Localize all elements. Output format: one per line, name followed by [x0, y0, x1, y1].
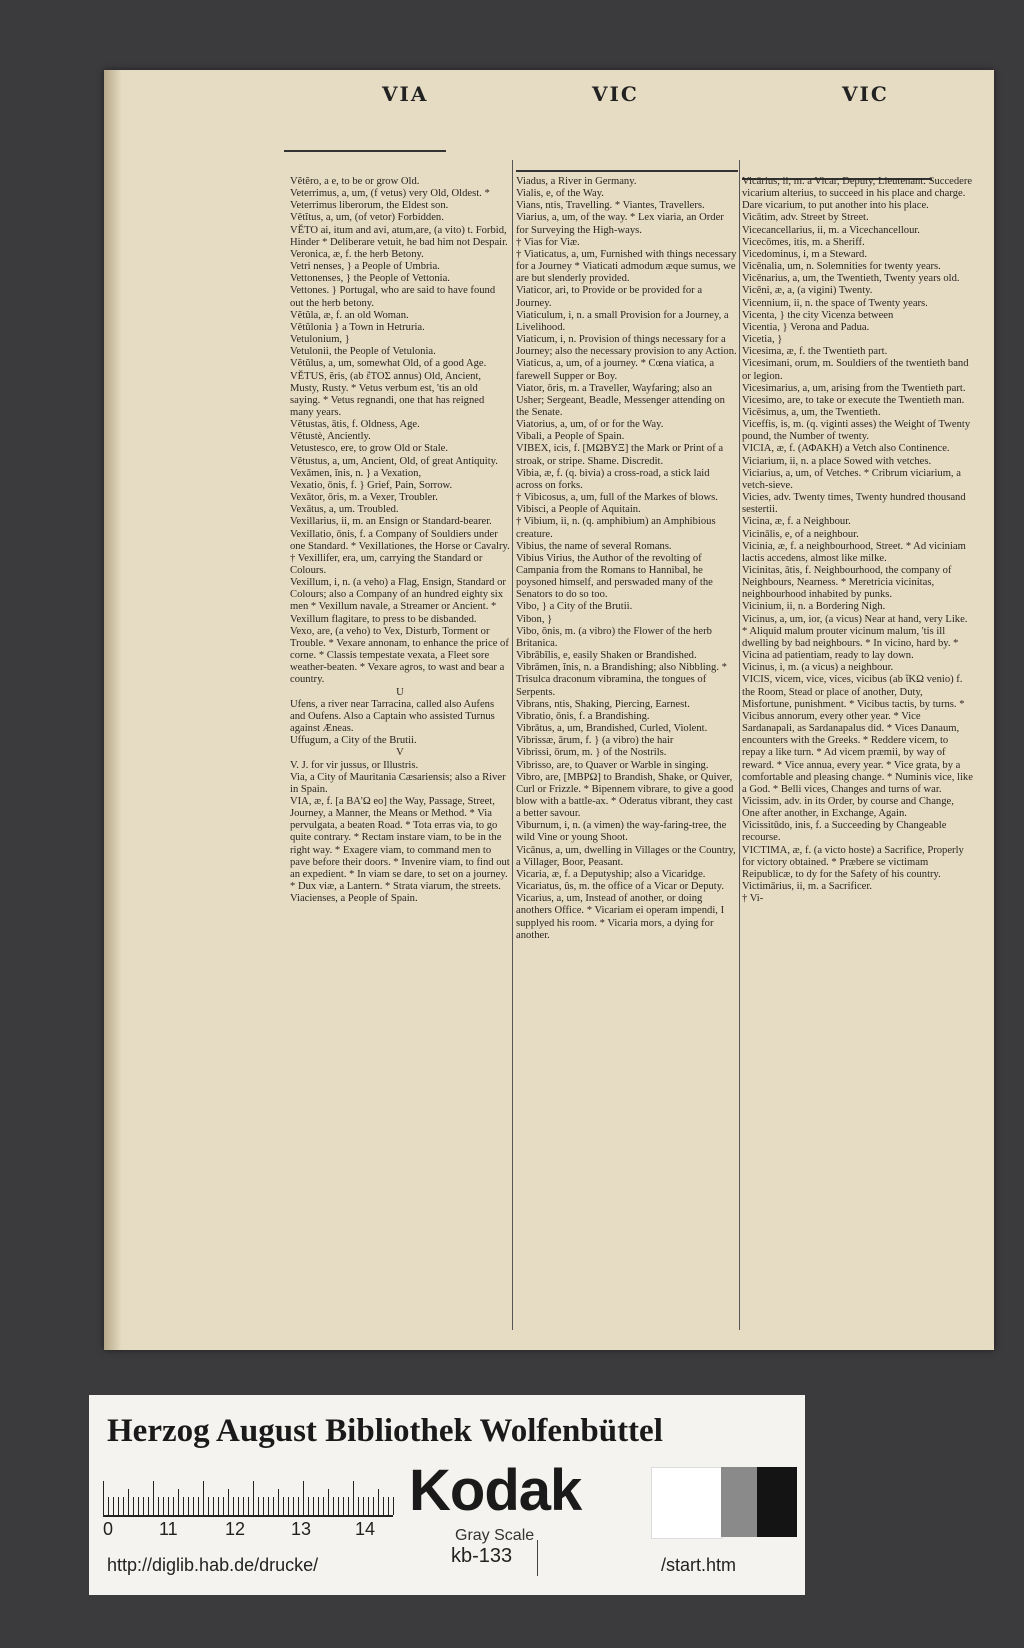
ruler-tick [348, 1497, 349, 1515]
dictionary-entry: Vibrisso, are, to Quaver or Warble in singing. [516, 759, 709, 771]
dictionary-entry: Vibrābĭlis, e, easily Shaken or Brandished. [516, 650, 697, 662]
ruler-tick [273, 1497, 274, 1515]
dictionary-entry: † Vexillifer, era, um, carrying the Standard or Colours. [290, 552, 483, 576]
dictionary-entry: Viaticum, i, n. Provision of things necessary for a Journey; also the necessary provision to any Action. [516, 334, 737, 358]
dictionary-entry: Vicedominus, i, m a Steward. [742, 248, 867, 260]
ruler-tick [113, 1497, 114, 1515]
ruler-tick [158, 1497, 159, 1515]
dictionary-entry: Vialis, e, of the Way. [516, 188, 604, 200]
dictionary-entry: Vicēnarius, a, um, the Twentieth, Twenty years old. [742, 273, 960, 285]
running-head-right: VIC [842, 82, 889, 106]
ruler-tick [233, 1497, 234, 1515]
dictionary-entry: Viciarius, a, um, of Vetches. * Cribrum viciarium, a vetch-sieve. [742, 467, 961, 491]
ruler-tick [168, 1497, 169, 1515]
dictionary-entry: Vicēnalia, um, n. Solemnities for twenty years. [742, 261, 941, 273]
ruler-tick [258, 1497, 259, 1515]
dictionary-entry: Vetustesco, ere, to grow Old or Stale. [290, 443, 448, 455]
dictionary-entry: Vibrāmen, ĭnis, n. a Brandishing; also Nibbling. * Trisulca draconum vibramina, the tongues of Serpents. [516, 662, 727, 698]
dictionary-entry: Ufens, a river near Tarracina, called also Aufens and Oufens. Also a Captain who assisted Turnus against Æneas. [290, 698, 495, 735]
dictionary-entry: Vicinālis, e, of a neighbour. [742, 528, 859, 540]
dictionary-entry: Vicennium, ii, n. the space of Twenty years. [742, 297, 928, 309]
archive-target-card [89, 1395, 805, 1595]
gray-swatch-black [757, 1467, 797, 1537]
dictionary-entry: Vexillum, i, n. (a veho) a Flag, Ensign, Standard or Colours; also a Company of an hundred eighty six men * Vexillum navale, a Streamer or Ancient. * Vexillum flagitare, to press to be disbanded. [290, 577, 506, 625]
ruler-tick [218, 1497, 219, 1515]
dictionary-entry: Viburnum, i, n. (a vimen) the way-faring-tree, the wild Vine or young Shoot. [516, 820, 727, 844]
dictionary-entry: Viatorius, a, um, of or for the Way. [516, 419, 664, 431]
ruler-tick [163, 1497, 164, 1515]
ruler-tick [313, 1497, 314, 1515]
ruler-tick [153, 1481, 154, 1515]
ruler-tick [383, 1497, 384, 1515]
dictionary-entry: Vibrātus, a, um, Brandished, Curled, Violent. [516, 723, 708, 735]
dictionary-entry: Vibrans, ntis, Shaking, Piercing, Earnest. [516, 698, 690, 710]
ruler-tick [333, 1497, 334, 1515]
dictionary-entry: V. J. for vir jussus, or Illustris. [290, 759, 419, 771]
dictionary-entry: U [396, 686, 404, 698]
dictionary-entry: Veronica, æ, f. the herb Betony. [290, 248, 424, 260]
dictionary-entry: Vicinus, i, m. (a vicus) a neighbour. [742, 662, 894, 674]
ruler-tick [338, 1497, 339, 1515]
ruler-tick [368, 1497, 369, 1515]
dictionary-entry: Vicēsimus, a, um, the Twentieth. [742, 406, 881, 418]
dictionary-entry: Vĕtustas, ātis, f. Oldness, Age. [290, 419, 420, 431]
ruler-tick [363, 1497, 364, 1515]
dictionary-entry: Via, a City of Mauritania Cæsariensis; also a River in Spain. [290, 771, 506, 795]
dictionary-entry: Vettonenses, } the People of Vettonia. [290, 273, 450, 285]
ruler-number: 11 [159, 1519, 178, 1539]
ruler-tick [128, 1489, 129, 1515]
dictionary-entry: Viciarium, ii, n. a place Sowed with vetches. [742, 455, 932, 467]
dictionary-entry: Vicesima, æ, f. the Twentieth part. [742, 346, 888, 358]
ruler-tick [198, 1497, 199, 1515]
dictionary-entry: Vĕtŭla, æ, f. an old Woman. [290, 309, 409, 321]
dictionary-entry: Vibo, } a City of the Brutii. [516, 601, 633, 613]
ruler-tick [123, 1497, 124, 1515]
column-divider [739, 160, 740, 1330]
gray-scale-label: Gray Scale [455, 1527, 535, 1544]
ruler-number: 13 [291, 1519, 312, 1539]
dictionary-entry: Vicinia, æ, f. a neighbourhood, Street. * Ad viciniam lactis accedens, almost like milke. [742, 540, 966, 564]
ruler-number: 12 [225, 1519, 246, 1539]
dictionary-entry: VICTIMA, æ, f. (a victo hoste) a Sacrifice, Properly for victory obtained. * Præbere se victimam Reipublicæ, to dy for the Safety of his country. [742, 844, 964, 880]
ruler-tick [203, 1481, 204, 1515]
dictionary-entry: Vibratio, ōnis, f. a Brandishing. [516, 710, 650, 722]
ruler-tick [108, 1497, 109, 1515]
dictionary-entry: Vibon, } [516, 613, 553, 625]
ruler-tick [213, 1497, 214, 1515]
dictionary-entry: Viaticus, a, um, of a journey. * Cœna viatica, a farewell Supper or Boy. [516, 358, 715, 382]
dictionary-entry: Vicina, æ, f. a Neighbour. [742, 516, 851, 528]
dictionary-entry: † Vibicosus, a, um, full of the Markes of blows. [516, 492, 718, 504]
dictionary-entry: Vicetia, } [742, 334, 783, 346]
dictionary-entry: Vicātim, adv. Street by Street. [742, 212, 869, 224]
dictionary-entry: Vicaria, æ, f. a Deputyship; also a Vicaridge. [516, 868, 706, 880]
ruler-tick [263, 1497, 264, 1515]
head-rule-left [284, 150, 446, 152]
dictionary-entry: Vibius Virius, the Author of the revolting of Campania from the Romans to Hannibal, he poysoned himself, and perswaded many of the Senators to do so too. [516, 552, 713, 601]
ruler-tick [353, 1481, 354, 1515]
dictionary-entry: Vicesimani, orum, m. Souldiers of the twentieth band or legion. [742, 358, 969, 382]
ruler-tick [183, 1497, 184, 1515]
dictionary-entry: Viaticulum, i, n. a small Provision for a Journey, a Livelihood. [516, 309, 729, 333]
ruler-tick [393, 1497, 394, 1515]
ruler-tick [248, 1497, 249, 1515]
dictionary-entry: Vetulonium, } [290, 334, 350, 346]
dictionary-entry: Vĕtustus, a, um, Ancient, Old, of great Antiquity. [290, 455, 498, 467]
dictionary-entry: Vexo, are, (a veho) to Vex, Disturb, Torment or Trouble. * Vexare annonam, to enhance the price of corne. * Classis tempestate vexata, a Fleet sore weather-beaten. * Vexare agros, to wast and bear a country. [290, 625, 509, 686]
dictionary-entry: Vians, ntis, Travelling. * Viantes, Travellers. [516, 200, 705, 212]
ruler-tick [228, 1489, 229, 1515]
ruler-tick [328, 1489, 329, 1515]
dictionary-entry: Vetri nenses, } a People of Umbria. [290, 261, 440, 273]
ruler-tick [118, 1497, 119, 1515]
dictionary-entry: Vicinus, a, um, ior, (a vicus) Near at hand, very Like. * Aliquid malum prouter vicinum malum, 'tis ill dwelling by bad neighbours. * In vicino, hard by. * Vicina ad patientiam, ready to lay down. [742, 613, 968, 662]
head-rule-center [516, 170, 738, 172]
running-head-left: VIA [382, 82, 429, 106]
dictionary-column-2 [516, 176, 738, 942]
ruler-tick [318, 1497, 319, 1515]
dictionary-entry: VICIA, æ, f. (ΑΦΑΚΗ) a Vetch also Continence. [742, 443, 950, 455]
url-left: http://diglib.hab.de/drucke/ [107, 1555, 319, 1575]
dictionary-entry: VĔTUS, ĕris, (ab ἔΤΟΣ annus) Old, Ancient, Musty, Rusty. * Vetus verbum est, 'tis an old saying. * Vetus regnandi, one that has reigned many years. [290, 370, 485, 418]
dictionary-entry: VIA, æ, f. [a ΒΑ'Ω eo] the Way, Passage, Street, Journey, a Manner, the Means or Method. * Via pervulgata, a beaten Road. * Tota erras via, to go quite contrary. * Rectam instare viam, to be in the right way. * Exagere viam, to command men to pave before their doors. * Invenire viam, to find out an expedient. * In viam se dare, to set on a journey. * Dux viæ, a Lantern. * Strata viarum, the streets. [290, 795, 510, 893]
dictionary-entry: Vĕtŭlus, a, um, somewhat Old, of a good Age. [290, 358, 487, 370]
dictionary-entry: Uffugum, a City of the Brutii. [290, 735, 417, 747]
ruler-tick [133, 1497, 134, 1515]
dictionary-entry: Vicenta, } the city Vicenza between [742, 309, 894, 321]
library-title: Herzog August Bibliothek Wolfenbüttel [107, 1413, 663, 1449]
dictionary-entry: Vĕtĭtus, a, um, (of vetor) Forbidden. [290, 212, 444, 224]
ruler-tick [343, 1497, 344, 1515]
gray-swatch-white [651, 1467, 723, 1539]
dictionary-entry: Victimārius, ii, m. a Sacrificer. [742, 881, 872, 893]
dictionary-entry: Vicissitūdo, inis, f. a Succeeding by Changeable recourse. [742, 820, 947, 844]
dictionary-entry: Vibisci, a People of Aquitain. [516, 504, 641, 516]
dictionary-entry: Vicesimo, are, to take or execute the Twentieth man. [742, 394, 965, 406]
ruler-tick [323, 1497, 324, 1515]
dictionary-entry: Viacienses, a People of Spain. [290, 893, 418, 905]
dictionary-entry: VĔTO ai, itum and avi, atum,are, (a vito) t. Forbid, Hinder * Deliberare vetuit, he bad him not Despair. [290, 224, 508, 248]
dictionary-entry: Vicārius, ii, m. a Vicar, Deputy, Lieutenant. Succedere vicarium alterius, to succeed in his place and charge. Dare vicarium, to put another into his place. [742, 176, 973, 212]
dictionary-entry: † Viaticatus, a, um, Furnished with things necessary for a Journey * Viaticati admodum æque sumus, we are but slenderly provided. [516, 248, 737, 285]
dictionary-entry: Vibo, ōnis, m. (a vibro) the Flower of the herb Britanica. [516, 625, 712, 649]
ruler-tick [238, 1497, 239, 1515]
dictionary-entry: Vibro, are, [ΜΒΡΩ] to Brandish, Shake, or Quiver, Curl or Frizzle. * Bipennem vibrare, to give a good blow with a battle-ax. * Oderatus vibrant, they cast a better savour. [516, 771, 734, 820]
dictionary-entry: Vexātor, ōris, m. a Vexer, Troubler. [290, 492, 438, 504]
dictionary-entry: VICIS, vicem, vice, vices, vicibus (ab ἵΚΩ venio) f. the Room, Stead or place of another, Duty, Misfortune, punishment. * Vicibus tactis, by turns. * Vicibus annorum, every other year. * Vice Sardanapali, as Sardanapalus did. * Vices Danaum, encounters with the Greeks. * Reddere vicem, to repay a like turn. * Ad vicem præmii, by way of reward. * Vice annua, every year. * Vice grata, by a comfortable and pleasing change. * Numinis vice, like a God. * Belli vices, Changes and turns of war. [742, 674, 973, 795]
ruler-tick [103, 1481, 104, 1515]
ruler-tick [243, 1497, 244, 1515]
dictionary-entry: Vibrissi, ōrum, m. } of the Nostrils. [516, 747, 667, 759]
dictionary-entry: Vexillarius, ii, m. an Ensign or Standard-bearer. [290, 516, 492, 528]
column-divider [512, 160, 513, 1330]
dictionary-entry: Vicissim, adv. in its Order, by course and Change, One after another, in Exchange, Again. [742, 795, 954, 820]
dictionary-entry: Vexāmen, ĭnis, n. } a Vexation, [290, 467, 422, 479]
dictionary-entry: Vicentia, } Verona and Padua. [742, 321, 870, 333]
ruler-tick [148, 1497, 149, 1515]
dictionary-entry: Vettones. } Portugal, who are said to have found out the herb betony. [290, 285, 496, 309]
dictionary-entry: Veterrimus, a, um, (f vetus) very Old, Oldest. * Veterrimus liberorum, the Eldest son. [290, 188, 490, 212]
dictionary-entry: † Vibium, ii, n. (q. amphibium) an Amphibious creature. [516, 516, 716, 540]
ruler-tick [373, 1497, 374, 1515]
kodak-logo: Kodak [409, 1458, 582, 1523]
dictionary-entry: Vibia, æ, f. (q. bivia) a cross-road, a stick laid across on forks. [516, 467, 710, 491]
ruler-tick [388, 1497, 389, 1515]
dictionary-entry: Vicēni, æ, a, (a vigini) Twenty. [742, 285, 873, 297]
ruler-tick [193, 1497, 194, 1515]
dictionary-entry: Vicecancellarius, ii, m. a Vicechancellour. [742, 224, 920, 236]
dictionary-entry: Viadus, a River in Germany. [516, 176, 637, 187]
ruler-tick [378, 1489, 379, 1515]
ruler-tick [293, 1497, 294, 1515]
ruler-tick [288, 1497, 289, 1515]
dictionary-column-3 [742, 176, 974, 905]
dictionary-entry: Vibrissæ, ārum, f. } (a vibro) the hair [516, 735, 674, 747]
dictionary-entry: Vicies, adv. Twenty times, Twenty hundred thousand sestertii. [742, 492, 966, 516]
url-right: /start.htm [661, 1555, 737, 1575]
dictionary-entry: VIBEX, icis, f. [ΜΩΒΥΞ] the Mark or Print of a stroak, or stripe. Shame. Discredit. [516, 443, 724, 467]
ruler-tick [283, 1497, 284, 1515]
dictionary-entry: Vĕtĕro, a e, to be or grow Old. [290, 176, 420, 187]
dictionary-entry: Vicariatus, ûs, m. the office of a Vicar or Deputy. [516, 881, 724, 893]
dictionary-entry: Vicānus, a, um, dwelling in Villages or the Country, a Villager, Boor, Peasant. [516, 844, 736, 868]
dictionary-entry: † Vi- [742, 893, 764, 905]
shelf-code: kb-133 [451, 1545, 513, 1567]
ruler-number: 14 [355, 1519, 376, 1539]
dictionary-entry: Vicecōmes, itis, m. a Sheriff. [742, 236, 865, 248]
ruler-tick [208, 1497, 209, 1515]
ruler-tick [358, 1497, 359, 1515]
running-head-center: VIC [592, 82, 639, 106]
dictionary-entry: Vicinitas, ātis, f. Neighbourhood, the company of Neighbours, Nearness. * Meretricia vicinitas, neighbourhood inhabited by punks. [742, 565, 952, 601]
ruler-tick [173, 1497, 174, 1515]
ruler-scale [103, 1479, 393, 1517]
dictionary-entry: Vexātus, a, um. Troubled. [290, 504, 399, 516]
dictionary-entry: Vicesimarius, a, um, arising from the Twentieth part. [742, 382, 966, 394]
dictionary-entry: Vĕtŭlonia } a Town in Hetruria. [290, 321, 425, 333]
dictionary-entry: Vicinium, ii, n. a Bordering Nigh. [742, 601, 886, 613]
ruler-tick [278, 1489, 279, 1515]
ruler-tick [253, 1481, 254, 1515]
ruler-number: 0 [103, 1519, 114, 1539]
dictionary-entry: Vexillatio, ōnis, f. a Company of Souldiers under one Standard. * Vexillationes, the Horse or Cavalry. [290, 528, 510, 552]
dictionary-entry: Vexatio, ōnis, f. } Grief, Pain, Sorrow. [290, 479, 453, 491]
dictionary-entry: Vetulonii, the People of Vetulonia. [290, 346, 436, 358]
dictionary-entry: Vicarius, a, um, Instead of another, or doing anothers Office. * Vicariam ei operam impendi, I supplyed his room. * Vicaria mors, a dying for another. [516, 893, 725, 941]
gray-swatch-mid [721, 1467, 757, 1537]
ruler-tick [268, 1497, 269, 1515]
dictionary-entry: Vibali, a People of Spain. [516, 431, 625, 443]
ruler-tick [188, 1497, 189, 1515]
dictionary-entry: Viarius, a, um, of the way. * Lex viaria, an Order for Surveying the High-ways. [516, 212, 724, 236]
dictionary-entry: Vibius, the name of several Romans. [516, 540, 672, 552]
dictionary-entry: Viceffis, is, m. (q. viginti asses) the Weight of Twenty pound, the Number of twenty. [742, 419, 971, 443]
dictionary-entry: Viator, ōris, m. a Traveller, Wayfaring; also an Usher; Sergeant, Beadle, Messenger attending on the Senate. [516, 382, 725, 418]
page-gutter-shadow [104, 70, 122, 1350]
dictionary-entry: † Vias for Viæ. [516, 236, 580, 248]
dictionary-entry: Viaticor, ari, to Provide or be provided for a Journey. [516, 285, 703, 309]
ruler-tick [178, 1489, 179, 1515]
dictionary-entry: Vĕtustè, Anciently. [290, 431, 371, 443]
ruler-tick [223, 1497, 224, 1515]
dictionary-entry: V [396, 747, 404, 759]
ruler-tick [303, 1481, 304, 1515]
ruler-tick [143, 1497, 144, 1515]
dictionary-column-1 [290, 176, 510, 905]
ruler-tick [138, 1497, 139, 1515]
ruler-tick [298, 1497, 299, 1515]
ruler-tick [308, 1497, 309, 1515]
